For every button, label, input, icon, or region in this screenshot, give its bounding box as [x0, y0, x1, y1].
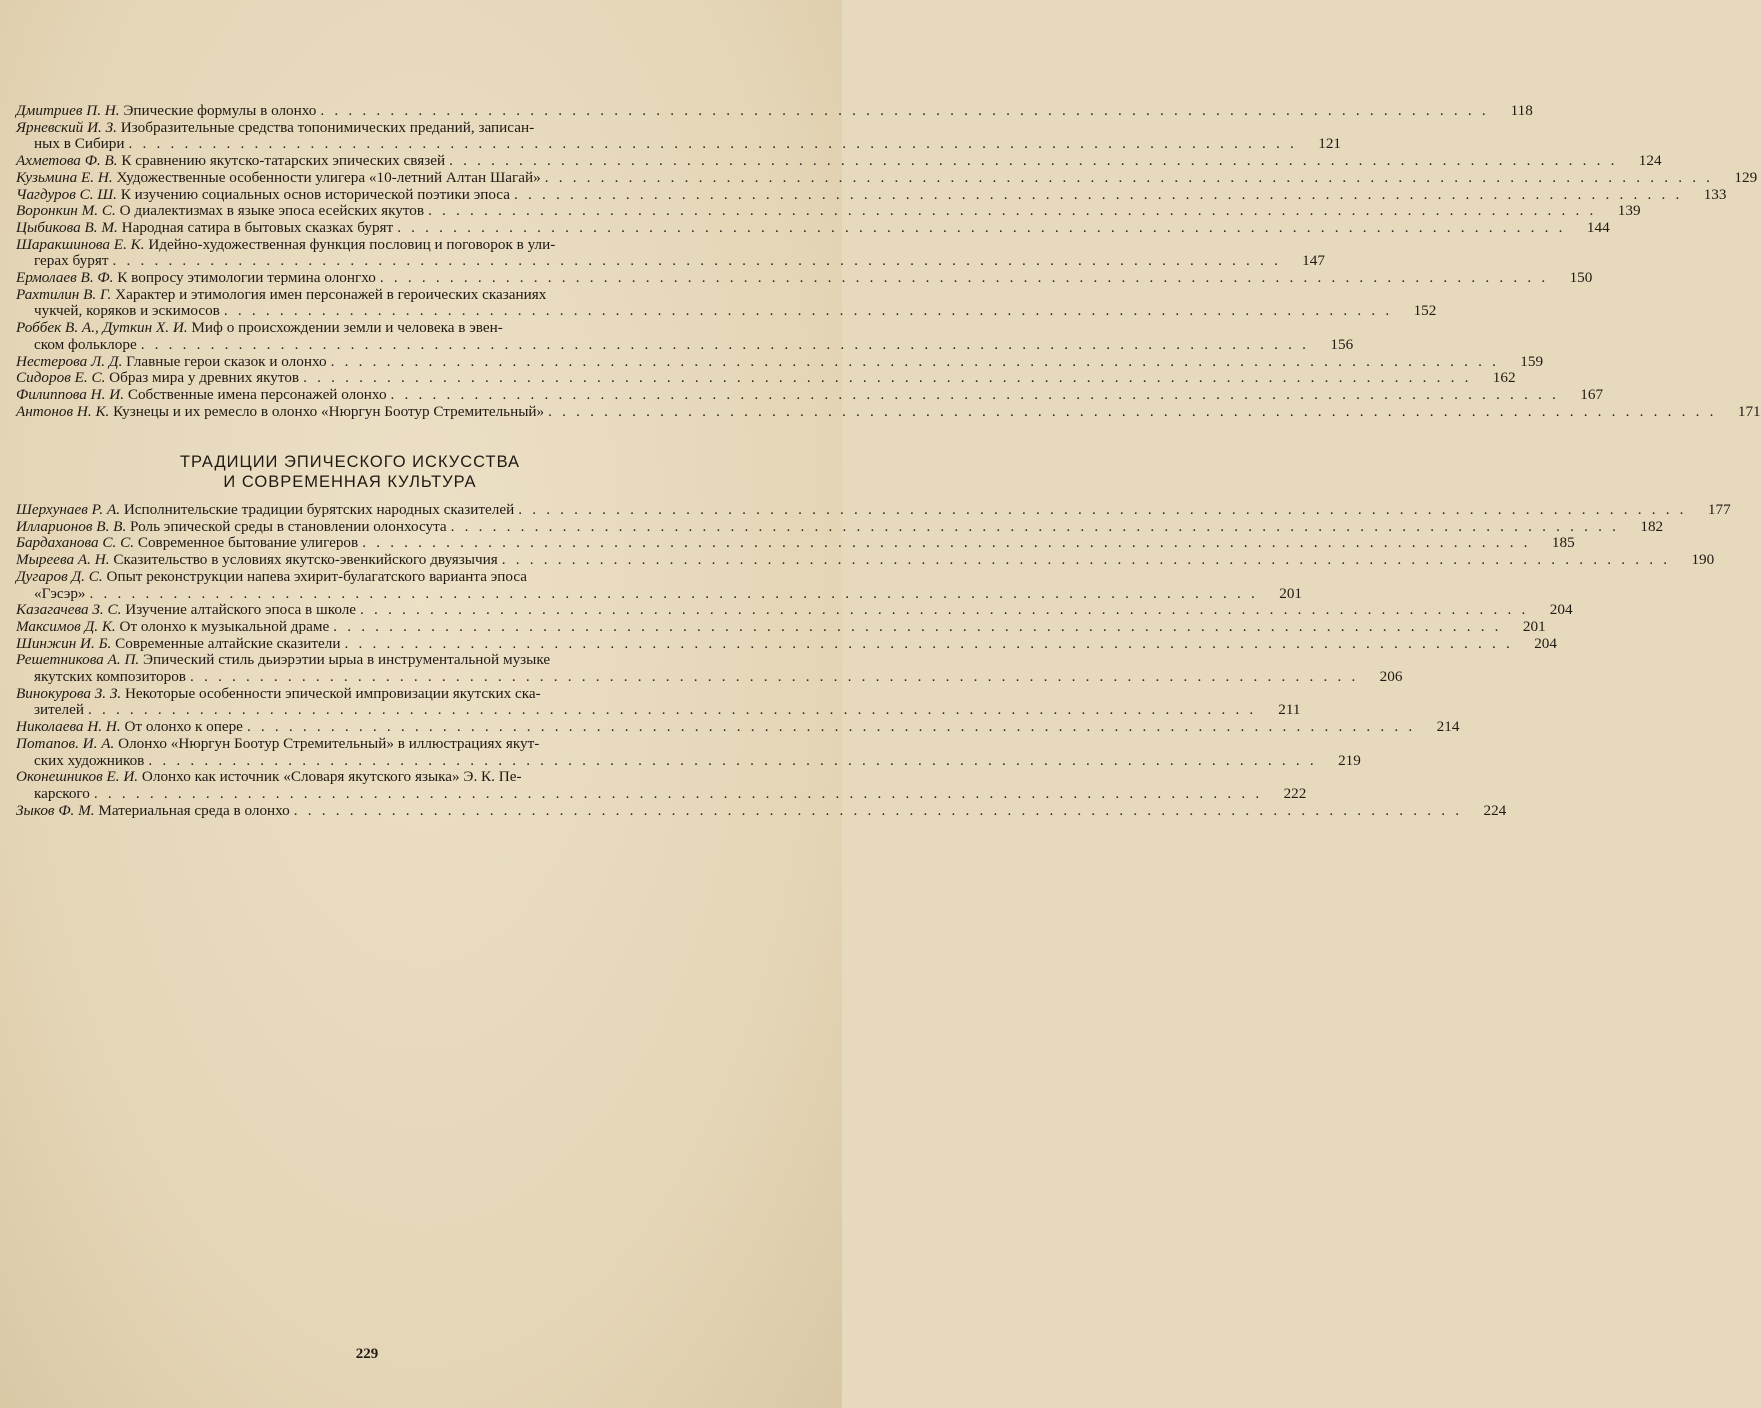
toc-entry-page: 204 — [1534, 634, 1557, 652]
toc-entry — [16, 385, 1604, 404]
toc-entry — [16, 651, 1403, 686]
toc-entry-text — [34, 586, 86, 603]
toc-entry-line — [16, 335, 1354, 354]
toc-entry-line — [16, 517, 1664, 536]
toc-entry-text — [16, 719, 243, 736]
toc-entry — [16, 218, 1610, 237]
toc-entry-author: Ермолаев В. Ф. — [16, 269, 114, 287]
toc-entry-text — [16, 103, 316, 120]
toc-entry-text — [16, 220, 393, 237]
toc-entry-author: Кузьмина Е. Н. — [16, 168, 113, 186]
toc-entry-title: Некоторые особенности эпической импровизации якутских ска- — [124, 684, 541, 702]
toc-entry-author: Решетникова А. П. — [16, 651, 140, 669]
leader-dots — [376, 270, 1548, 287]
toc-entry-title: Современное бытование улигеров — [137, 534, 359, 552]
leader-dots — [86, 586, 1258, 603]
toc-entry-text — [34, 786, 90, 803]
toc-entry — [16, 517, 1664, 536]
toc-entry-author: Дугаров Д. С. — [16, 567, 103, 585]
toc-entry-text — [16, 636, 341, 653]
toc-entry — [16, 235, 1325, 270]
toc-entry-line — [16, 185, 1727, 204]
toc-entry-title: К сравнению якутско-татарских эпических связей — [121, 152, 446, 170]
toc-entry — [16, 269, 1593, 287]
toc-entry — [16, 617, 1546, 636]
toc-entry-text — [34, 253, 108, 270]
toc-entry — [16, 118, 1342, 153]
toc-entry-title: Изучение алтайского эпоса в школе — [125, 601, 357, 619]
toc-entry-author: Чагдуров С. Ш. — [16, 185, 117, 203]
toc-entry-text — [16, 552, 498, 569]
toc-entry-title: Главные герои сказок и олонхо — [126, 352, 327, 370]
leader-dots — [424, 203, 1596, 220]
leader-dots — [541, 170, 1713, 187]
toc-entry-line — [16, 584, 1303, 603]
toc-entry-page: 182 — [1640, 517, 1664, 535]
toc-entry — [16, 634, 1557, 653]
toc-entry — [16, 185, 1727, 204]
leader-dots — [445, 153, 1617, 170]
toc-entry-line — [16, 237, 738, 254]
toc-entry-page: 167 — [1580, 385, 1604, 403]
toc-entry-page: 214 — [1436, 718, 1460, 736]
toc-entry-text — [16, 652, 550, 669]
toc-entry — [16, 684, 1301, 719]
toc-entry-text — [16, 237, 555, 254]
toc-entry-line — [16, 686, 738, 703]
toc-entry-line — [16, 601, 1573, 619]
toc-entry-title: Олонхо «Нюргун Боотур Стремительный» в иллюстрациях якут- — [118, 734, 540, 752]
toc-entry-page: 159 — [1520, 352, 1544, 370]
toc-entry-text — [16, 519, 447, 536]
toc-entry-author: Казагачева З. С. — [16, 601, 122, 619]
toc-section-2 — [16, 501, 1731, 819]
toc-entry-title: герах бурят — [34, 252, 109, 270]
toc-entry-title: От олонхо к опере — [124, 718, 243, 736]
toc-entry-page: 171 — [1737, 402, 1761, 420]
toc-entry-text — [16, 370, 299, 387]
toc-entry-page: 144 — [1586, 218, 1610, 236]
toc-entry — [16, 718, 1460, 736]
toc-entry — [16, 534, 1575, 552]
toc-entry-page: 129 — [1734, 168, 1758, 186]
toc-entry-title: ском фольклоре — [34, 335, 137, 353]
leader-dots — [356, 602, 1528, 619]
toc-entry — [16, 601, 1573, 619]
toc-entry-line — [16, 784, 1307, 803]
toc-entry-page: 206 — [1379, 668, 1403, 686]
toc-entry-line — [16, 252, 1325, 270]
toc-entry — [16, 734, 1361, 769]
toc-entry-title: К изучению социальных основ исторической поэтики эпоса — [120, 185, 510, 203]
toc-entry-line — [16, 551, 1715, 569]
toc-entry-page: 222 — [1283, 784, 1307, 802]
toc-entry-text — [16, 686, 541, 703]
toc-entry-title: ных в Сибири — [34, 135, 125, 153]
toc-entry-title: Миф о происхождении земли и человека в эвен- — [191, 319, 503, 337]
toc-entry-line — [16, 769, 738, 786]
toc-entry-text — [34, 702, 84, 719]
toc-entry-line — [16, 501, 1731, 519]
toc-entry-line — [16, 534, 1575, 552]
leader-dots — [327, 354, 1499, 371]
toc-entry-text — [16, 287, 546, 304]
toc-entry-author: Шинжин И. Б. — [16, 634, 112, 652]
toc-entry-text — [34, 337, 137, 354]
toc-entry — [16, 501, 1731, 519]
toc-entry-author: Ахметова Ф. В. — [16, 152, 118, 170]
toc-entry-line — [16, 120, 738, 137]
toc-entry — [16, 567, 1303, 602]
toc-entry-text — [16, 769, 522, 786]
toc-entry — [16, 352, 1544, 371]
toc-entry — [16, 768, 1307, 802]
toc-entry-author: Шаракшинова Е. К. — [16, 235, 145, 253]
toc-entry-author: Воронкин М. С. — [16, 202, 116, 220]
toc-entry-title: зителей — [34, 701, 84, 719]
leader-dots — [290, 803, 1462, 820]
toc-entry — [16, 102, 1533, 120]
leader-dots — [498, 552, 1670, 569]
toc-entry-line — [16, 634, 1557, 653]
toc-entry — [16, 801, 1507, 820]
toc-entry-line — [16, 302, 1437, 320]
leader-dots — [299, 370, 1471, 387]
toc-entry-line — [16, 652, 738, 669]
toc-entry-title: Эпический стиль дьиэрэтии ырыа в инструментальной музыке — [143, 651, 551, 669]
toc-entry-author: Винокурова З. З. — [16, 684, 122, 702]
leader-dots — [387, 387, 1559, 404]
toc-entry-text — [16, 153, 445, 170]
toc-entry-author: Роббек В. А., Дуткин Х. И. — [16, 319, 188, 337]
toc-entry-text — [16, 535, 358, 552]
leader-dots — [316, 103, 1488, 120]
toc-entry-page: 224 — [1483, 801, 1507, 819]
toc-entry-page: 121 — [1318, 135, 1342, 153]
toc-entry-text — [16, 404, 544, 421]
toc-entry-author: Оконешников Е. И. — [16, 768, 139, 786]
toc-entry-author: Зыков Ф. М. — [16, 801, 95, 819]
toc-entry-title: Образ мира у древних якутов — [109, 369, 300, 387]
leader-dots — [137, 337, 1309, 354]
toc-entry-author: Рахтилин В. Г. — [16, 285, 112, 303]
toc-entry-line — [16, 402, 1761, 421]
toc-entry-line — [16, 751, 1361, 770]
toc-entry-line — [16, 287, 738, 304]
toc-entry-line — [16, 617, 1546, 636]
toc-entry — [16, 168, 1758, 187]
toc-entry-line — [16, 152, 1662, 170]
toc-entry-line — [16, 269, 1593, 287]
leader-dots — [514, 502, 1686, 519]
toc-entry-text — [16, 387, 387, 404]
toc-entry-title: От олонхо к музыкальной драме — [119, 617, 330, 635]
toc-entry-title: Эпические формулы в олонхо — [123, 102, 317, 119]
toc-entry-title: Кузнецы и их ремесло в олонхо «Нюргун Боотур Стремительный» — [113, 402, 545, 420]
toc-entry-line — [16, 718, 1460, 736]
toc-entry-author: Шерхунаев Р. А. — [16, 501, 121, 518]
toc-entry-text — [16, 203, 424, 220]
toc-entry-author: Сидоров Е. С. — [16, 369, 106, 387]
toc-entry-line — [16, 668, 1403, 686]
toc-entry-author: Цыбикова В. М. — [16, 218, 118, 236]
toc-entry-line — [16, 218, 1610, 237]
toc-entry-page: 219 — [1338, 751, 1361, 769]
toc-entry-title: чукчей, коряков и эскимосов — [34, 302, 220, 320]
toc-entry-author: Николаева Н. Н. — [16, 718, 121, 736]
toc-entry-page: 204 — [1549, 601, 1573, 619]
toc-entry-page: 201 — [1279, 584, 1303, 602]
toc-entry-line — [16, 801, 1507, 820]
toc-entry-text — [34, 303, 220, 320]
leader-dots — [243, 719, 1415, 736]
toc-entry-author: Максимов Д. К. — [16, 617, 116, 635]
toc-entry-line — [16, 369, 1516, 387]
toc-entry-page: 162 — [1492, 369, 1516, 387]
section-heading-line-2: И СОВРЕМЕННАЯ КУЛЬТУРА — [223, 473, 477, 491]
toc-entry-title: карского — [34, 784, 90, 802]
toc-entry-title: Идейно-художественная функция пословиц и поговорок в ули- — [148, 235, 556, 253]
toc-entry-page: 211 — [1278, 701, 1301, 719]
toc-entry-title: Собственные имена персонажей олонхо — [127, 385, 387, 403]
leader-dots — [544, 404, 1716, 421]
toc-entry-text — [16, 602, 356, 619]
toc-entry-line — [16, 736, 738, 753]
toc-entry-title: О диалектизмах в языке эпоса есейских якутов — [119, 202, 425, 220]
toc-entry-text — [34, 753, 144, 770]
toc-entry-text — [16, 569, 527, 586]
page-number: 229 — [355, 1346, 379, 1362]
toc-entry-title: Народная сатира в бытовых сказках бурят — [121, 218, 394, 236]
toc-entry-text — [34, 136, 125, 153]
leader-dots — [358, 535, 1530, 552]
section-heading-line-1: ТРАДИЦИИ ЭПИЧЕСКОГО ИСКУССТВА — [179, 453, 521, 471]
toc-entry-text — [16, 502, 514, 519]
toc-entry-text — [16, 120, 534, 137]
leader-dots — [84, 702, 1256, 719]
toc-entry-text — [16, 803, 290, 820]
toc-entry-author: Дмитриев П. Н. — [16, 102, 120, 119]
toc-entry-line — [16, 385, 1604, 404]
toc-entry-title: Исполнительские традиции бурятских народных сказителей — [123, 501, 515, 518]
section-heading — [120, 452, 580, 492]
toc-entry-text — [16, 320, 503, 337]
toc-entry-page: 152 — [1413, 302, 1437, 320]
toc-entry-title: якутских композиторов — [34, 668, 186, 686]
toc-entry-text — [16, 170, 541, 187]
toc-entry-page: 177 — [1707, 501, 1731, 518]
toc-entry-text — [16, 270, 376, 287]
toc-entry-page: 190 — [1691, 551, 1715, 569]
toc-entry — [16, 285, 1437, 320]
toc-entry-title: Материальная среда в олонхо — [98, 801, 290, 819]
toc-entry-page: 150 — [1569, 269, 1593, 287]
toc-entry-line — [16, 168, 1758, 187]
toc-entry-author: Нестерова Л. Д. — [16, 352, 123, 370]
leader-dots — [108, 253, 1280, 270]
toc-entry-page: 201 — [1522, 617, 1546, 635]
toc-entry-page: 147 — [1302, 252, 1325, 270]
toc-entry-line — [16, 135, 1342, 153]
toc-entry-text — [16, 619, 329, 636]
leader-dots — [220, 303, 1392, 320]
toc-entry-page: 156 — [1330, 335, 1354, 353]
toc-entry-page: 139 — [1617, 202, 1641, 220]
toc-entry-line — [16, 701, 1301, 719]
leader-dots — [125, 136, 1297, 153]
toc-entry — [16, 369, 1516, 387]
toc-entry-title: ских художников — [34, 751, 145, 769]
toc-entry-page: 133 — [1703, 185, 1727, 203]
toc-entry-author: Антонов Н. К. — [16, 402, 110, 420]
toc-entry-line — [16, 202, 1641, 220]
toc-entry-author: Ярневский И. З. — [16, 118, 117, 136]
toc-entry — [16, 152, 1662, 170]
toc-entry-author: Мыреева А. Н. — [16, 551, 110, 569]
toc-entry — [16, 402, 1761, 421]
toc-entry-page: 124 — [1638, 152, 1662, 170]
leader-dots — [393, 220, 1565, 237]
toc-entry — [16, 319, 1354, 353]
leader-dots — [90, 786, 1262, 803]
toc-entry-title: Сказительство в условиях якутско-эвенкийского двуязычия — [113, 551, 498, 569]
toc-entry-title: Изобразительные средства топонимических преданий, записан- — [120, 118, 535, 136]
toc-entry-line — [16, 102, 1533, 120]
toc-entry-author: Бардаханова С. С. — [16, 534, 135, 552]
toc-entry-line — [16, 320, 738, 337]
toc-entry-title: Опыт реконструкции напева эхирит-булагатского варианта эпоса — [106, 567, 528, 585]
leader-dots — [144, 753, 1316, 770]
toc-entry-text — [16, 187, 510, 204]
toc-entry-line — [16, 352, 1544, 371]
leader-dots — [341, 636, 1513, 653]
toc-entry-line — [16, 569, 738, 586]
toc-entry-title: Современные алтайские сказители — [115, 634, 341, 652]
toc-entry — [16, 551, 1715, 569]
leader-dots — [447, 519, 1619, 536]
toc-entry-author: Потапов. И. А. — [16, 734, 115, 752]
toc-section-1 — [16, 102, 1761, 420]
toc-entry-title: Характер и этимология имен персонажей в героических сказаниях — [115, 285, 547, 303]
toc-entry-text — [16, 354, 327, 371]
toc-entry-title: «Гэсэр» — [34, 584, 86, 602]
toc-entry-title: К вопросу этимологии термина олонгхо — [117, 269, 376, 287]
toc-entry — [16, 202, 1641, 220]
leader-dots — [329, 619, 1501, 636]
toc-entry-title: Роль эпической среды в становлении олонхосута — [130, 517, 447, 535]
toc-entry-page: 118 — [1510, 102, 1533, 119]
toc-entry-title: Олонхо как источник «Словаря якутского языка» Э. К. Пе- — [141, 768, 522, 786]
toc-entry-text — [34, 669, 186, 686]
toc-entry-page: 185 — [1551, 534, 1575, 552]
toc-entry-text — [16, 736, 539, 753]
toc-entry-author: Илларионов В. В. — [16, 517, 127, 535]
leader-dots — [510, 187, 1682, 204]
leader-dots — [186, 669, 1358, 686]
toc-entry-title: Художественные особенности улигера «10-летний Алтан Шагай» — [116, 168, 541, 186]
toc-entry-author: Филиппова Н. И. — [16, 385, 125, 403]
